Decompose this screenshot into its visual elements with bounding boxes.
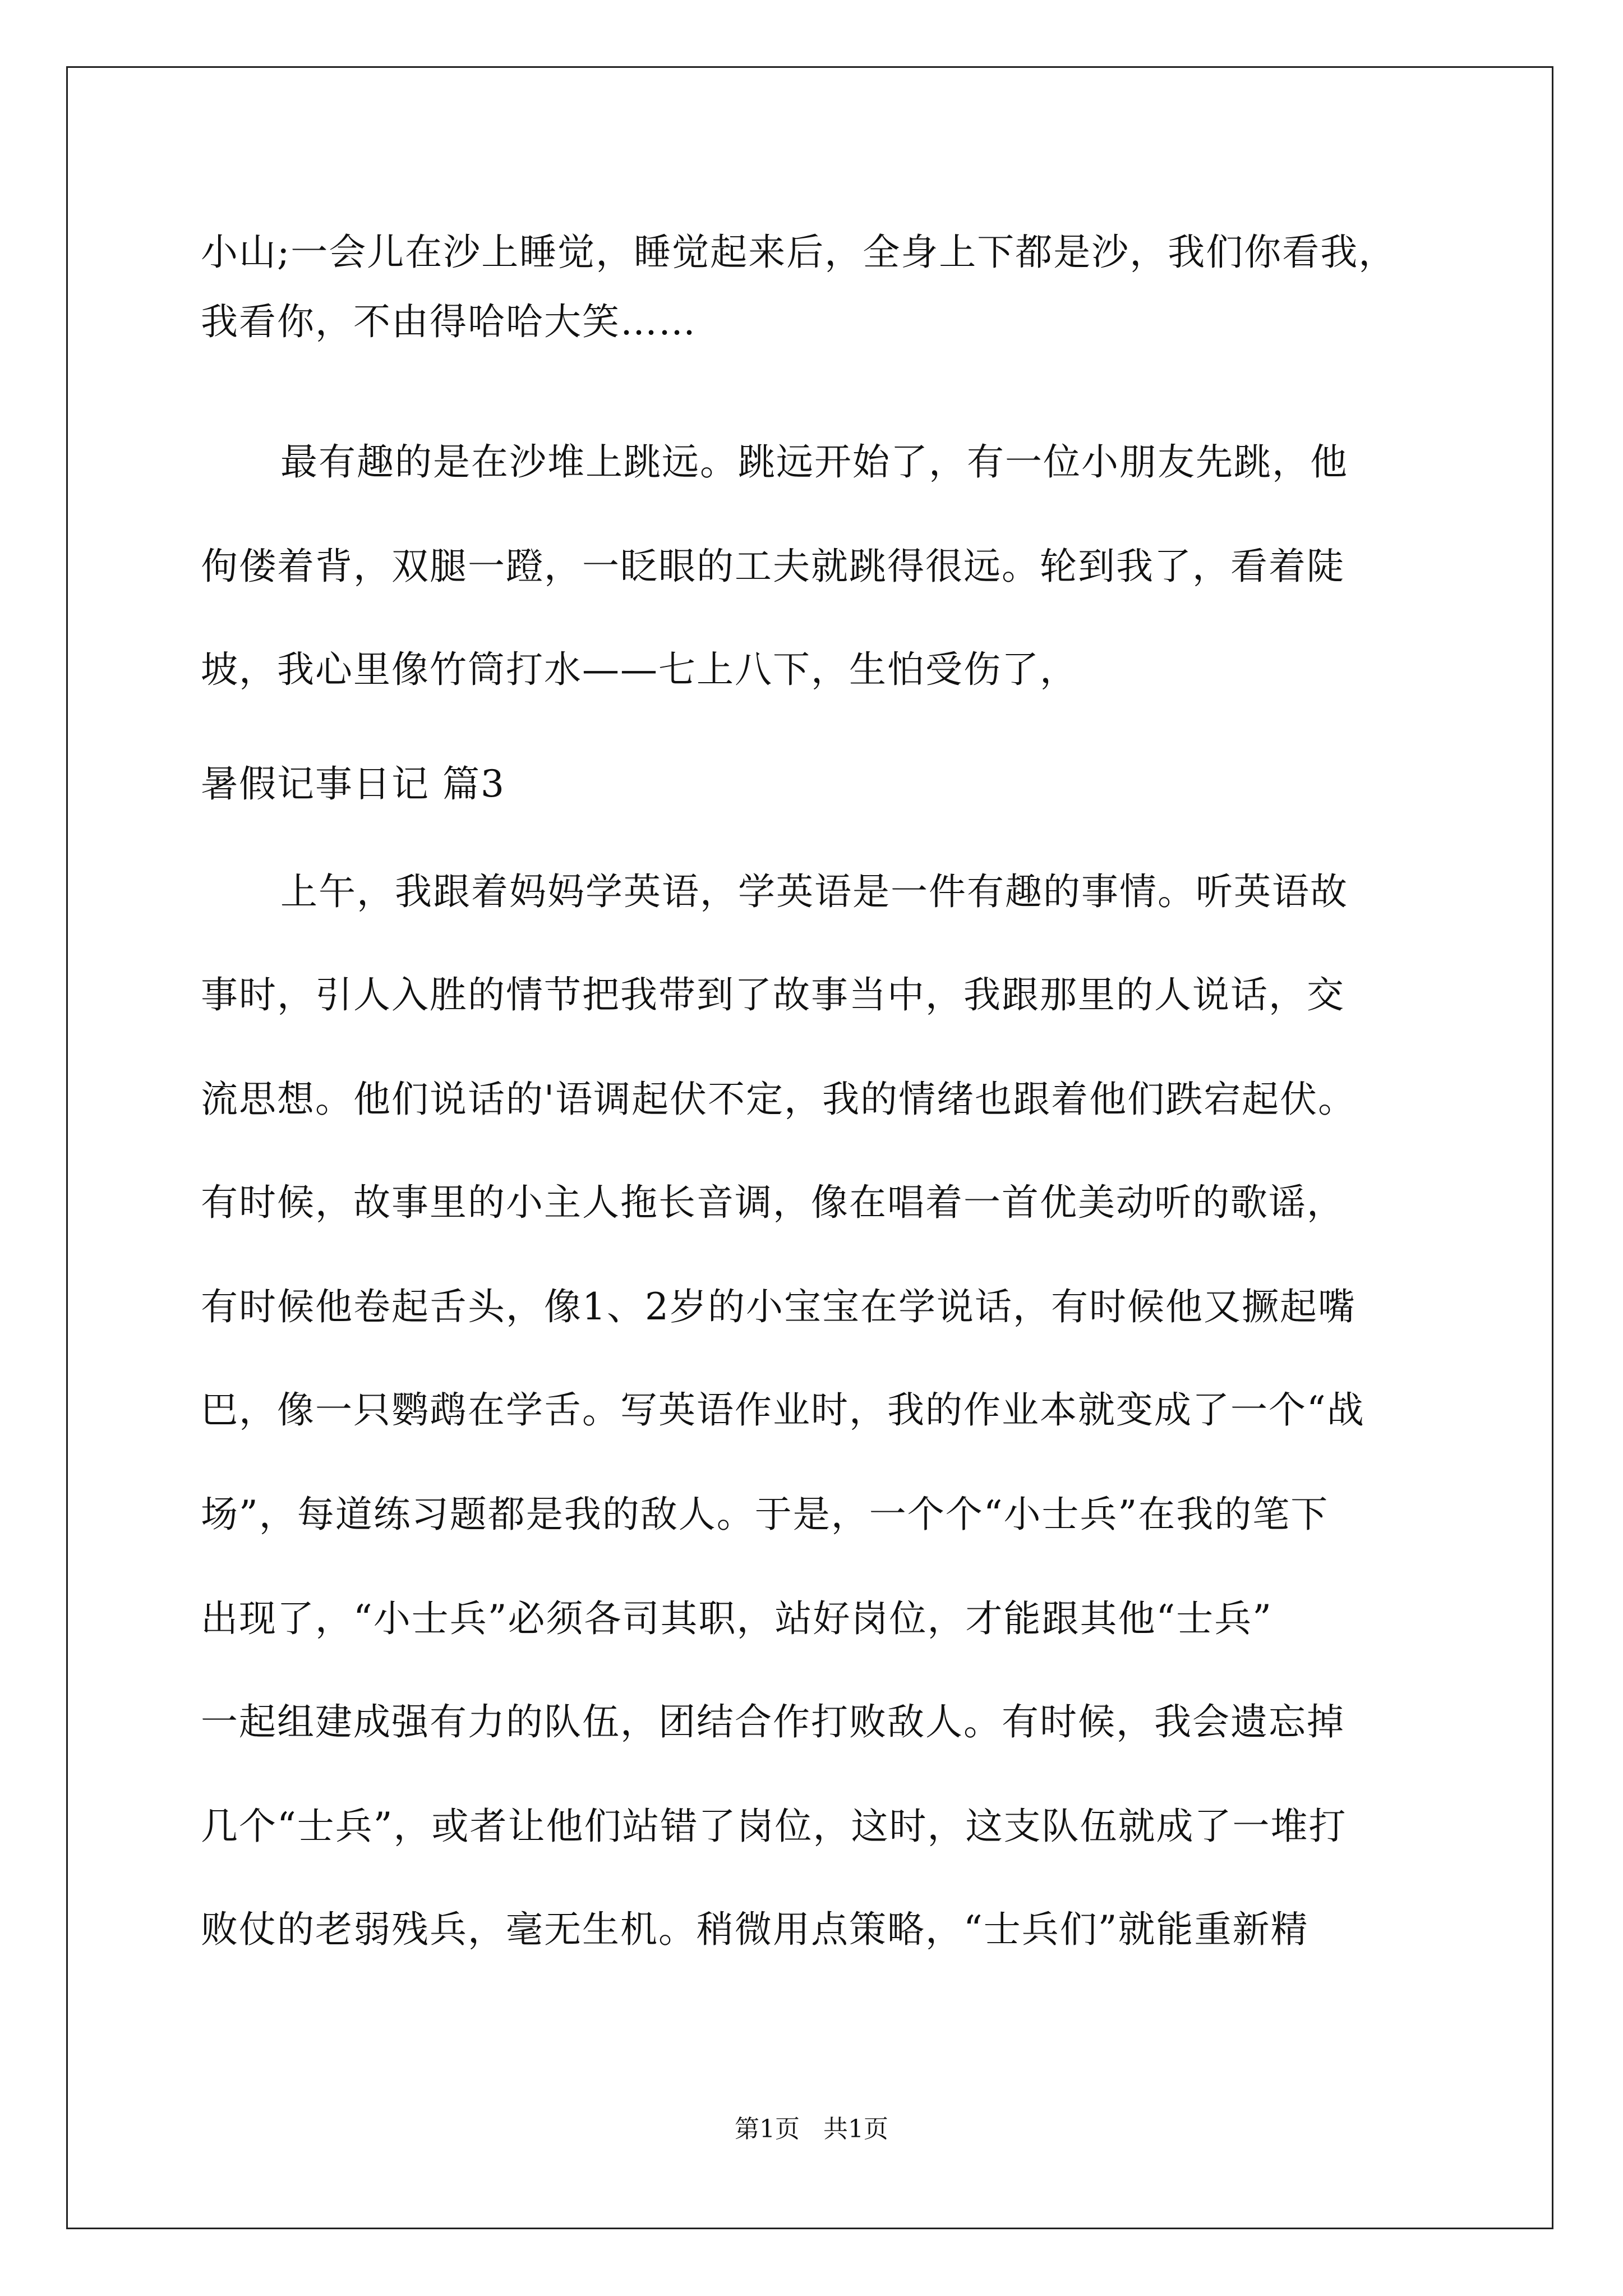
text-line: 败仗的老弱残兵，毫无生机。稍微用点策略，“士兵们”就能重新精 [201, 1908, 1309, 1951]
text-line: 事时，引人入胜的情节把我带到了故事当中，我跟那里的人说话，交 [201, 973, 1345, 1016]
text-line: 场”，每道练习题都是我的敌人。于是，一个个“小士兵”在我的笔下 [201, 1493, 1329, 1536]
text-line: 有时候他卷起舌头，像1、2岁的小宝宝在学说话，有时候他又撅起嘴 [201, 1285, 1356, 1328]
text-line: 一起组建成强有力的队伍，团结合作打败敌人。有时候，我会遗忘掉 [201, 1700, 1345, 1743]
text-line: 我看你，不由得哈哈大笑…… [201, 300, 697, 343]
text-line: 出现了，“小士兵”必须各司其职，站好岗位，才能跟其他“士兵” [201, 1597, 1272, 1640]
text-line: 有时候，故事里的小主人拖长音调，像在唱着一首优美动听的歌谣， [201, 1181, 1345, 1224]
page-border [66, 66, 1553, 2229]
text-line: 几个“士兵”，或者让他们站错了岗位，这时，这支队伍就成了一堆打 [201, 1805, 1347, 1848]
text-line: 佝偻着背，双腿一蹬，一眨眼的工夫就跳得很远。轮到我了，看着陡 [201, 545, 1345, 588]
text-line: 坡，我心里像竹筒打水——七上八下，生怕受伤了， [201, 648, 1078, 691]
text-line: 巴，像一只鹦鹉在学舌。写英语作业时，我的作业本就变成了一个“战 [201, 1388, 1365, 1432]
paragraph-start-line: 最有趣的是在沙堆上跳远。跳远开始了，有一位小朋友先跳，他 [280, 440, 1348, 484]
section-heading: 暑假记事日记 篇3 [201, 762, 505, 806]
text-line: 流思想。他们说话的'语调起伏不定，我的情绪也跟着他们跌宕起伏。 [201, 1078, 1357, 1121]
paragraph-start-line: 上午，我跟着妈妈学英语，学英语是一件有趣的事情。听英语故 [280, 870, 1348, 913]
text-line: 小山;一会儿在沙上睡觉，睡觉起来后，全身上下都是沙，我们你看我， [201, 231, 1397, 274]
page-footer: 第1页 共1页 [735, 2115, 888, 2143]
